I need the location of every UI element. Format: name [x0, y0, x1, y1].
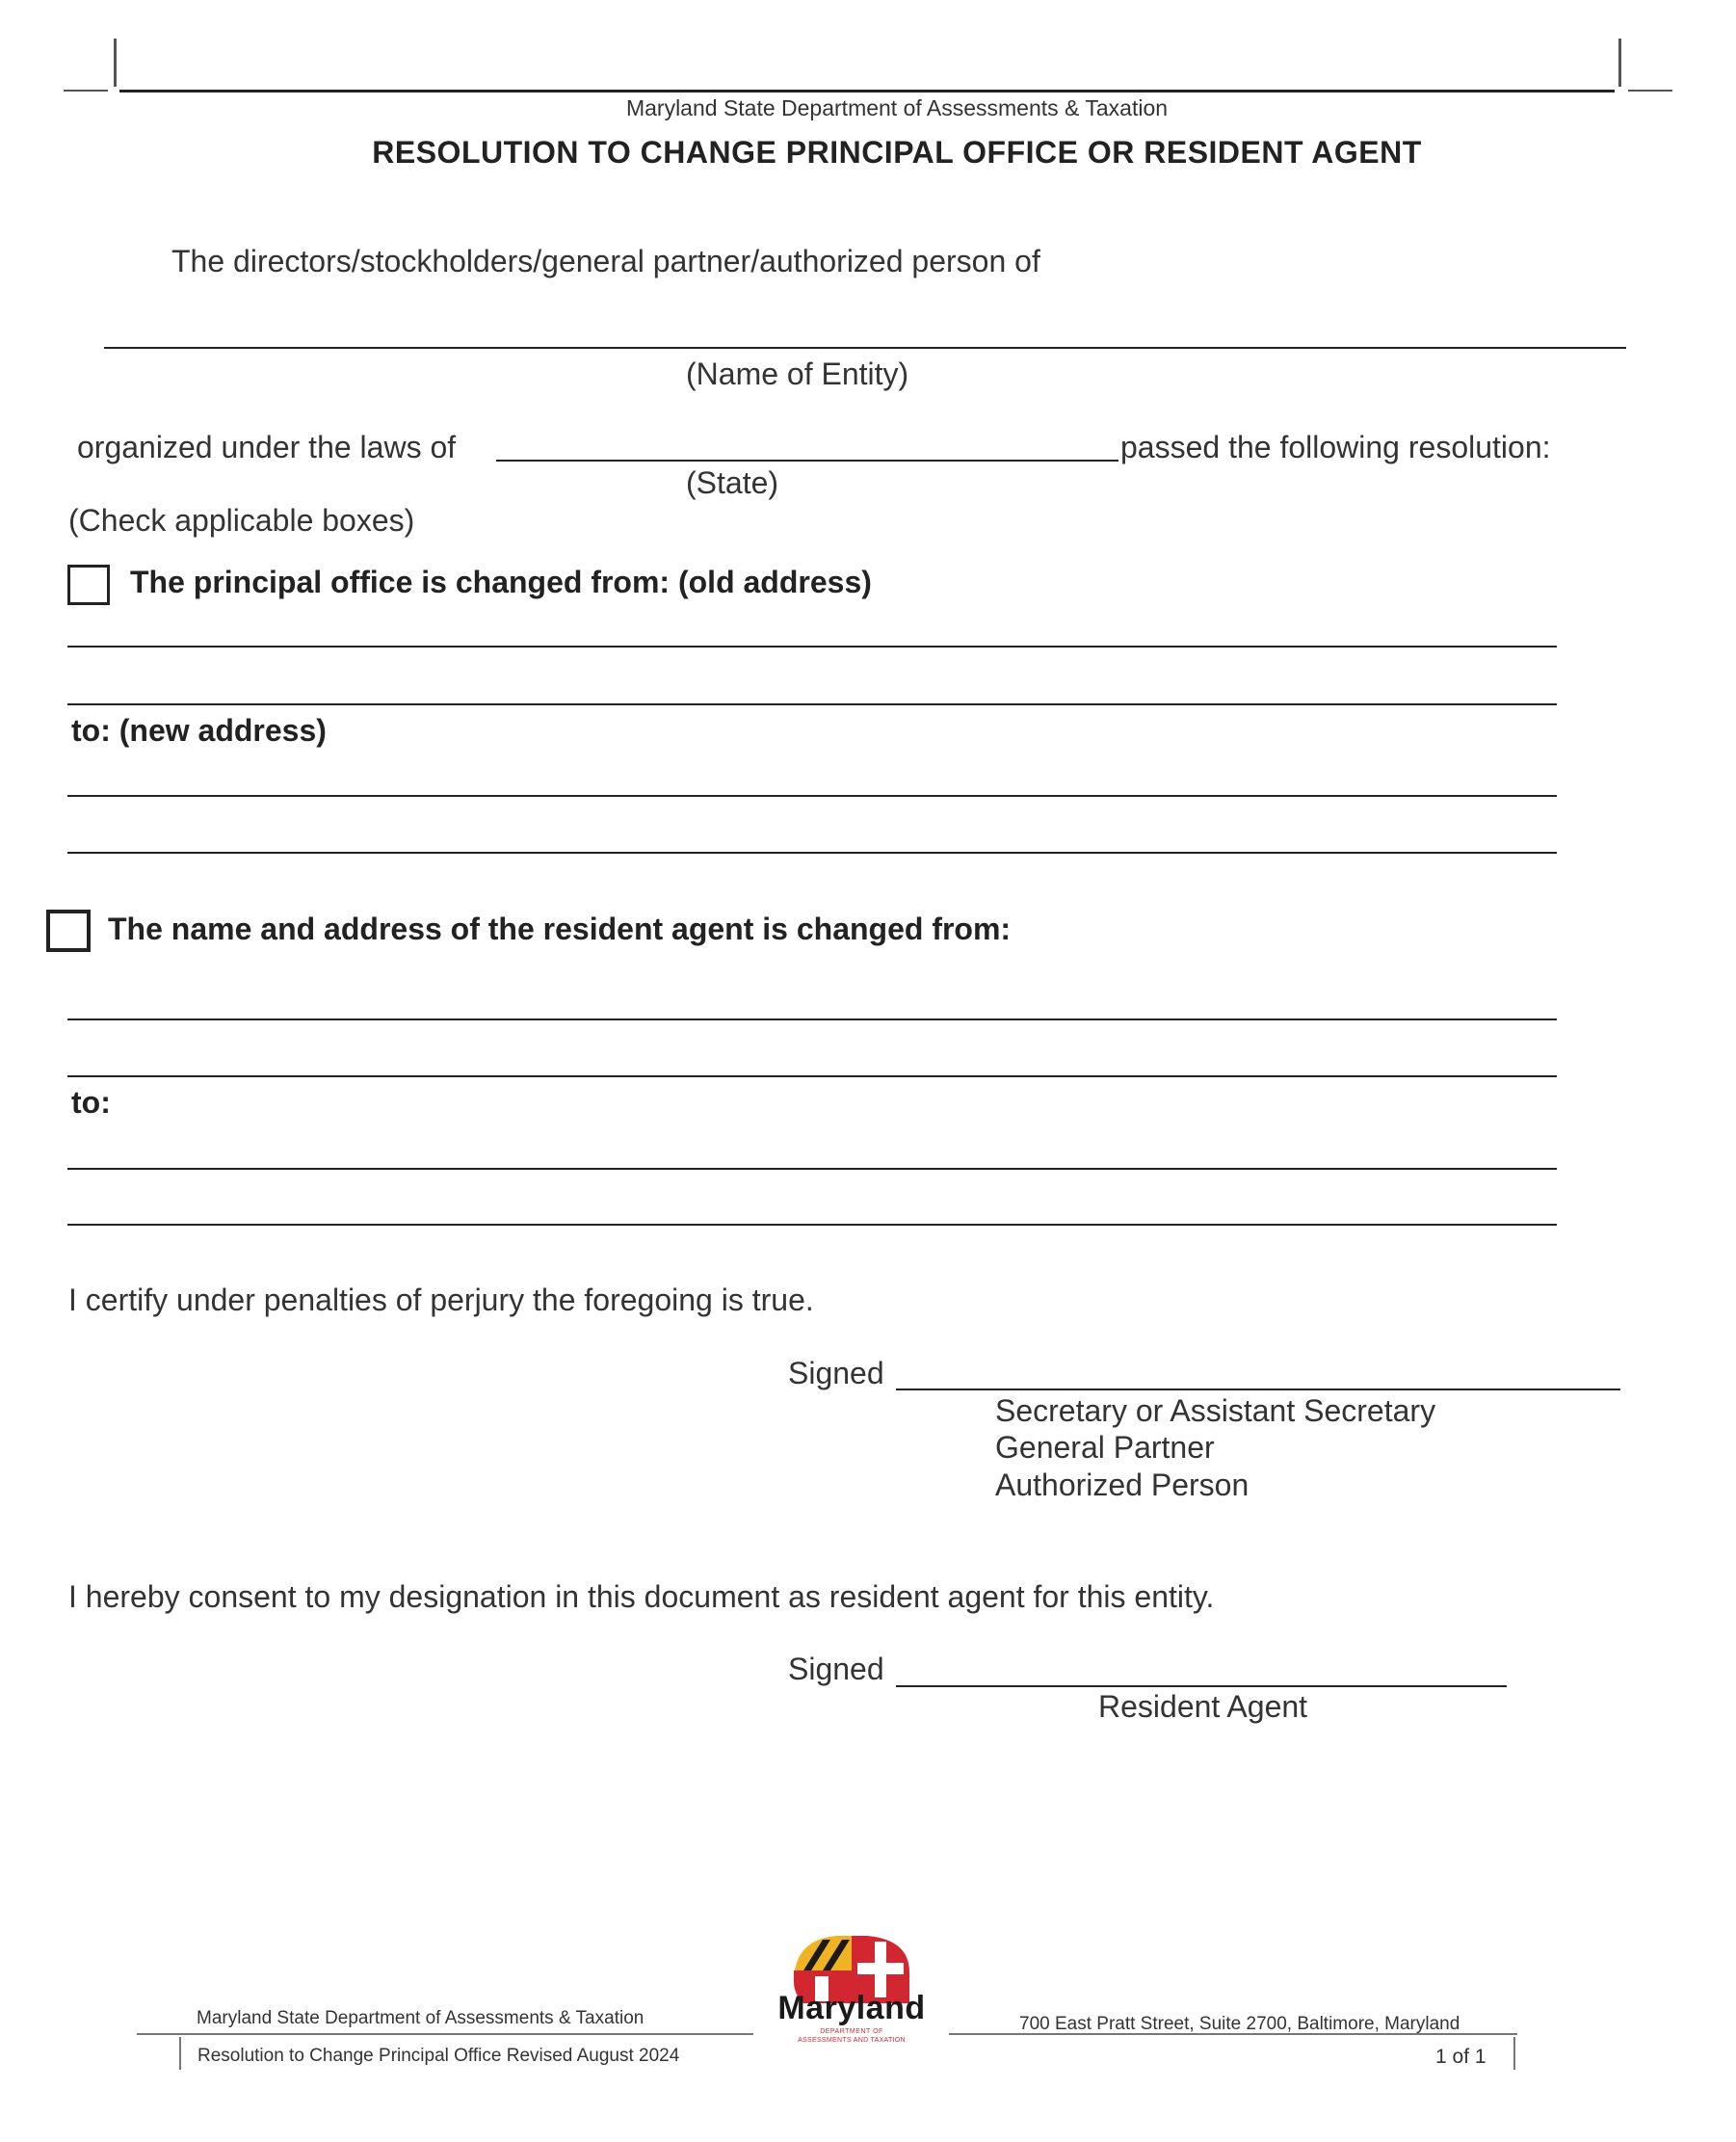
crop-mark-right-horizontal [1628, 90, 1672, 92]
footer-address: 700 East Pratt Street, Suite 2700, Baltimore, Maryland [1019, 2014, 1460, 2034]
consent-statement: I hereby consent to my designation in this document as resident agent for this entity. [68, 1579, 1215, 1614]
resident-agent-label: The name and address of the resident agent is changed from: [108, 912, 1012, 946]
organized-suffix: passed the following resolution: [1120, 430, 1551, 464]
new-address-line-1[interactable] [67, 795, 1557, 797]
new-agent-line-1[interactable] [67, 1168, 1557, 1170]
principal-office-label: The principal office is changed from: (old address) [130, 565, 872, 599]
old-agent-line-2[interactable] [67, 1075, 1557, 1077]
page-title: RESOLUTION TO CHANGE PRINCIPAL OFFICE OR RESIDENT AGENT [372, 135, 1422, 170]
footer-bracket-left [179, 2037, 181, 2070]
crop-mark-right-vertical [1618, 39, 1621, 87]
crop-mark-left-horizontal [64, 90, 108, 92]
intro-line: The directors/stockholders/general partner/authorized person of [171, 244, 1040, 278]
check-note: (Check applicable boxes) [68, 503, 415, 538]
entity-name-caption: (Name of Entity) [686, 357, 909, 391]
old-address-line-1[interactable] [67, 646, 1557, 648]
footer-bracket-right [1513, 2037, 1515, 2070]
new-agent-label: to: [71, 1085, 111, 1120]
new-address-label: to: (new address) [71, 713, 327, 748]
old-agent-line-1[interactable] [67, 1018, 1557, 1020]
organized-prefix: organized under the laws of [77, 430, 457, 464]
new-address-line-2[interactable] [67, 852, 1557, 854]
footer-page-number: 1 of 1 [1435, 2046, 1486, 2068]
role-secretary: Secretary or Assistant Secretary [995, 1393, 1436, 1428]
principal-office-checkbox[interactable] [67, 565, 110, 605]
crop-mark-left-vertical [114, 39, 117, 87]
state-caption: (State) [686, 465, 779, 500]
consent-signed-label: Signed [788, 1652, 884, 1686]
resident-agent-checkbox[interactable] [46, 910, 91, 952]
entity-name-field[interactable] [104, 347, 1626, 349]
flag-white-cross-h [857, 1963, 904, 1974]
certification-statement: I certify under penalties of perjury the foregoing is true. [68, 1283, 814, 1317]
logo-sub-line-1: DEPARTMENT OF [820, 2028, 883, 2035]
resident-agent-role: Resident Agent [1098, 1689, 1308, 1724]
footer-rule-right [949, 2033, 1517, 2035]
old-address-line-2[interactable] [67, 703, 1557, 705]
footer-rule-left [137, 2033, 753, 2035]
new-agent-line-2[interactable] [67, 1224, 1557, 1226]
logo-wordmark: Maryland [777, 1990, 926, 2026]
certification-signature-field[interactable] [896, 1388, 1620, 1390]
state-field[interactable] [496, 460, 1118, 462]
maryland-logo [757, 1930, 946, 2050]
footer-agency: Maryland State Department of Assessments & Taxation [197, 2008, 644, 2028]
header-agency: Maryland State Department of Assessments & Taxation [625, 95, 1169, 120]
role-authorized-person: Authorized Person [995, 1468, 1249, 1502]
role-general-partner: General Partner [995, 1430, 1215, 1465]
certification-signed-label: Signed [788, 1356, 884, 1390]
footer-form-name: Resolution to Change Principal Office Revised August 2024 [197, 2046, 680, 2066]
logo-sub-line-2: ASSESSMENTS AND TAXATION [798, 2037, 906, 2044]
resident-agent-signature-field[interactable] [896, 1685, 1507, 1687]
header-rule [119, 90, 1615, 93]
